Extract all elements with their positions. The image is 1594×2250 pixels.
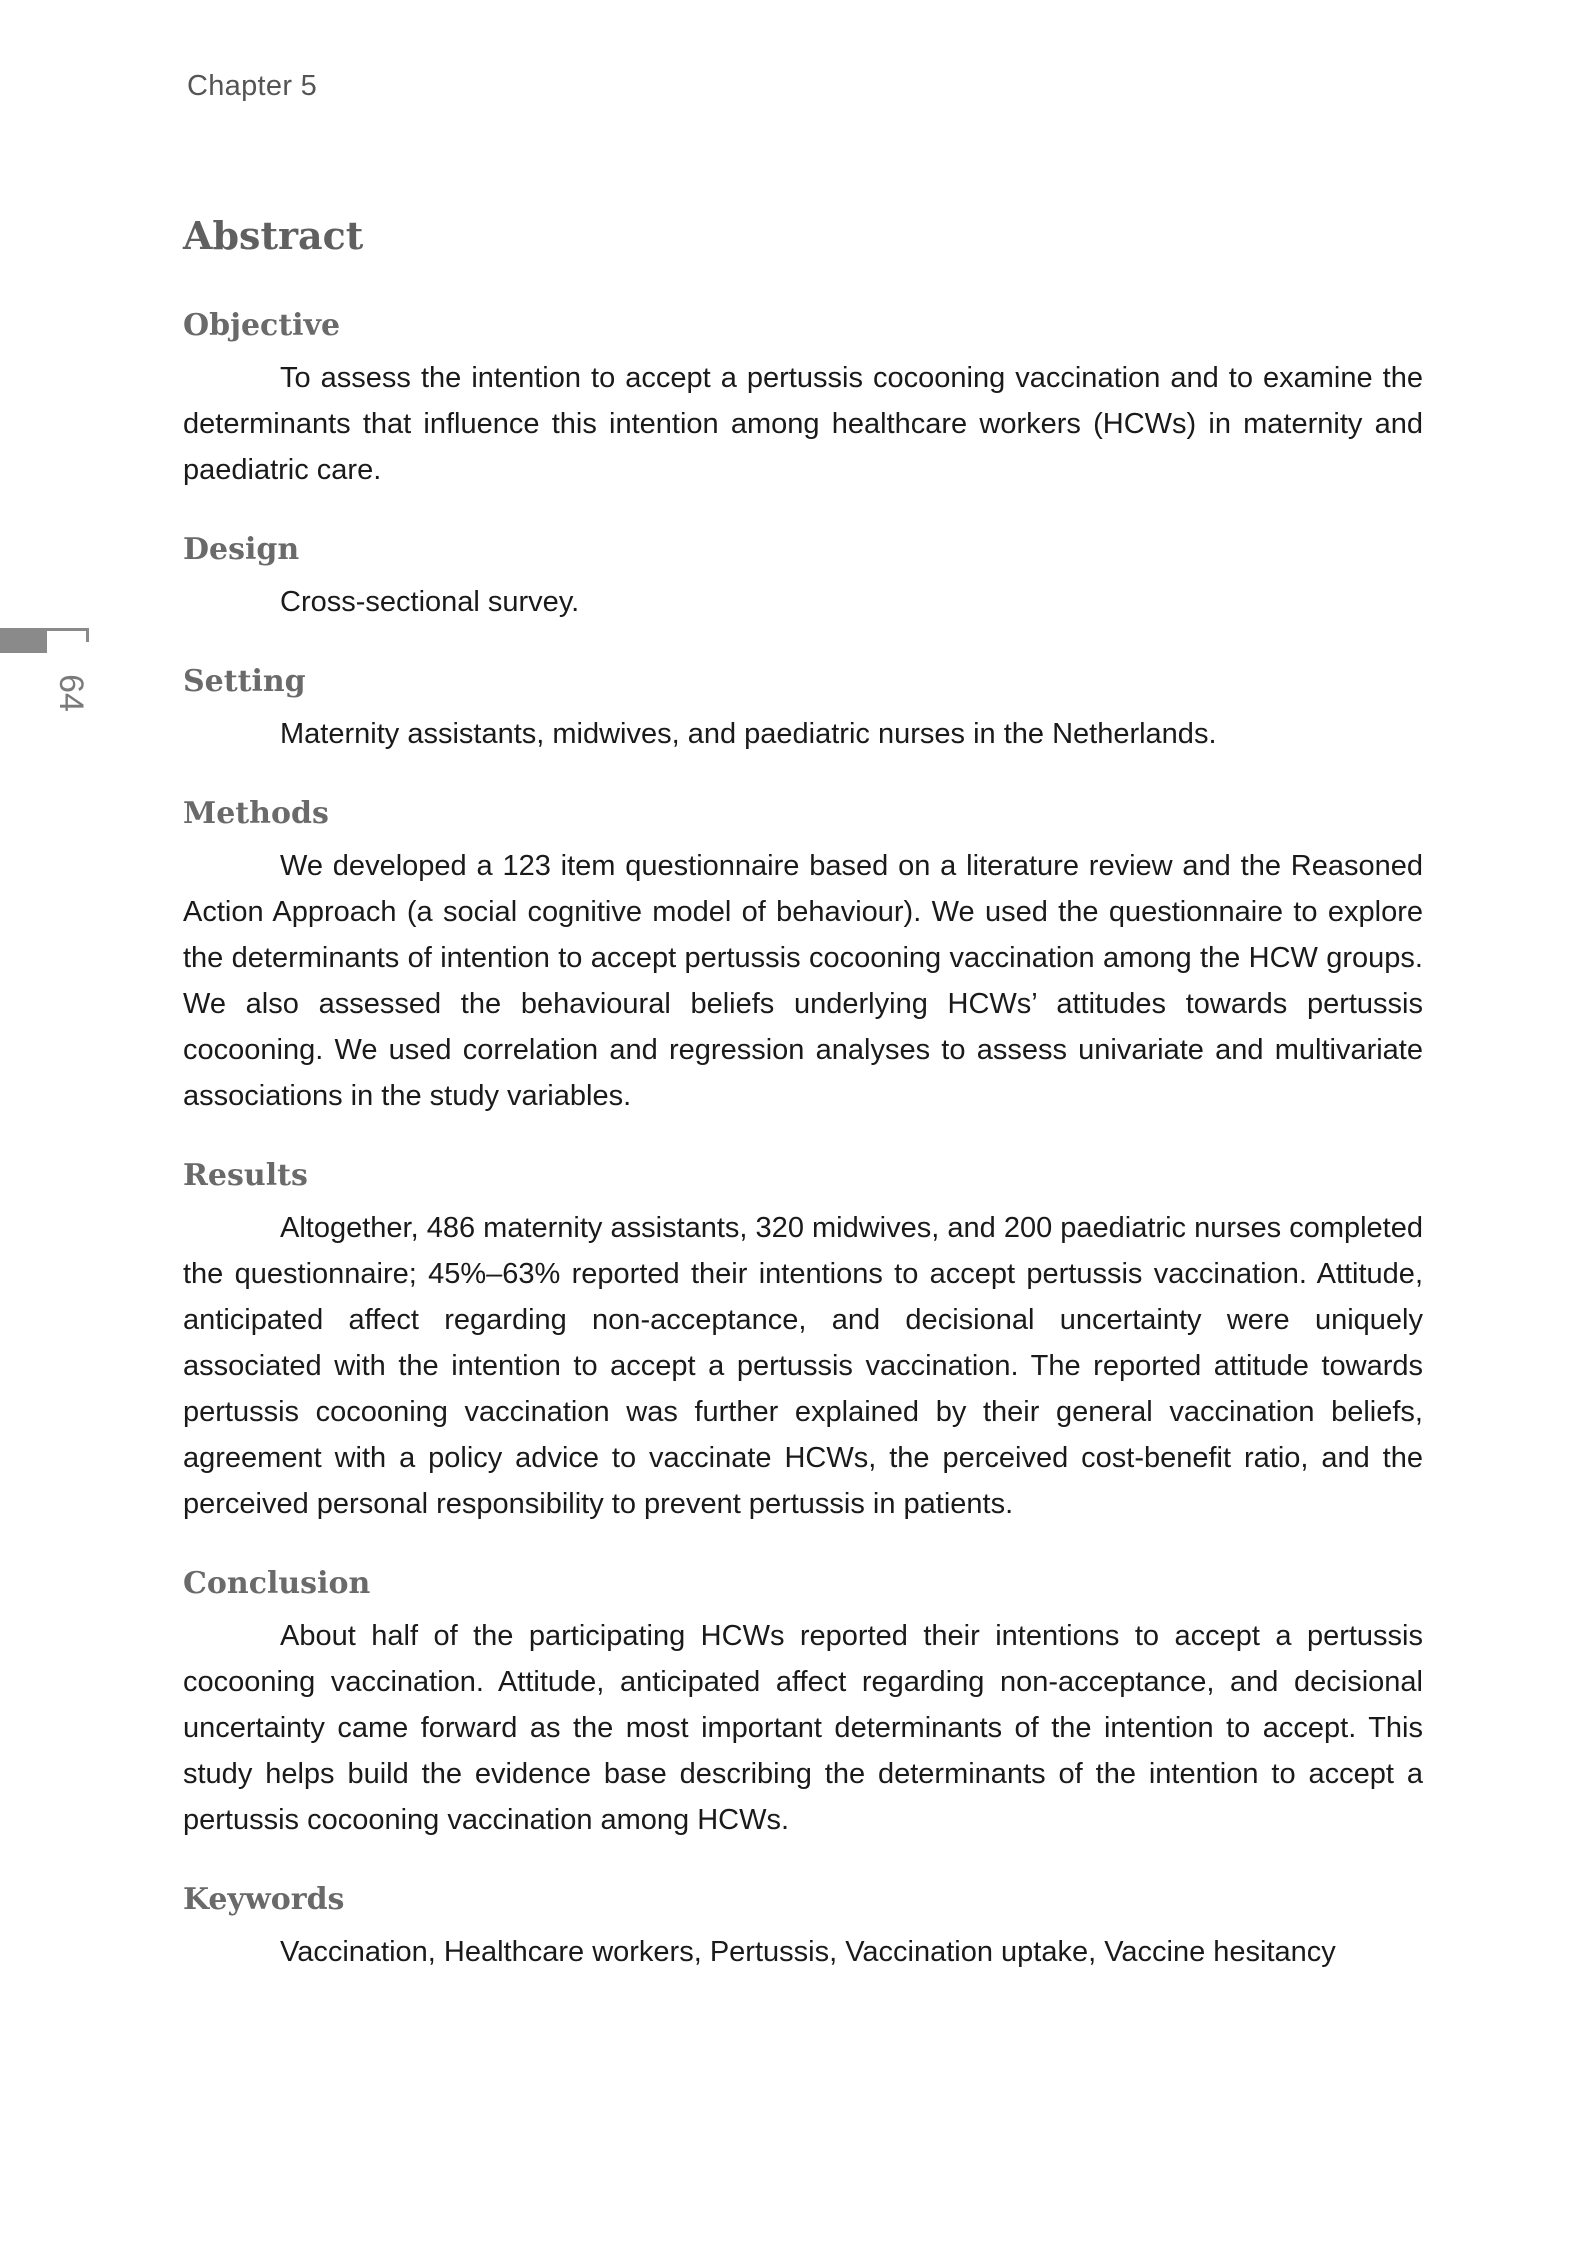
- section-objective: [183, 297, 1423, 493]
- abstract-title: Abstract: [183, 213, 364, 258]
- section-results: [183, 1147, 1423, 1527]
- abstract-content: [183, 205, 1423, 2003]
- section-design: [183, 521, 1423, 625]
- section-heading-objective: Objective: [183, 308, 341, 343]
- section-heading-conclusion: Conclusion: [183, 1566, 371, 1601]
- section-setting: [183, 653, 1423, 757]
- page-number: 64: [52, 674, 90, 712]
- page-edge-tab: [0, 628, 88, 653]
- section-heading-keywords: Keywords: [183, 1882, 345, 1917]
- section-conclusion: [183, 1555, 1423, 1843]
- section-heading-setting: Setting: [183, 664, 306, 699]
- page-edge-tab-bar: [0, 628, 47, 653]
- section-heading-design: Design: [183, 532, 300, 567]
- section-body-design: Cross-sectional survey.: [280, 586, 580, 618]
- section-methods: [183, 785, 1423, 1119]
- page-edge-tab-line: [47, 628, 88, 631]
- section-body-keywords: Vaccination, Healthcare workers, Pertussis, Vaccination uptake, Vaccine hesitancy: [280, 1936, 1336, 1968]
- section-heading-results: Results: [183, 1158, 308, 1193]
- section-body-methods: We developed a 123 item questionnaire based on a literature review and the Reasoned Action Approach (a social cognitive model of behaviour). We used the questionnaire to explore the determinants of intention to accept pertussis cocooning vaccination among the HCW groups. We also assessed the behavioural beliefs underlying HCWs’ attitudes towards pertussis cocooning. We used correlation and regression analyses to assess univariate and multivariate associations in the study variables.: [183, 850, 1423, 1112]
- running-head: Chapter 5: [187, 70, 318, 102]
- section-body-setting: Maternity assistants, midwives, and paediatric nurses in the Netherlands.: [280, 718, 1217, 750]
- page-edge-tab-tick: [86, 628, 89, 642]
- section-body-results: Altogether, 486 maternity assistants, 320 midwives, and 200 paediatric nurses completed the questionnaire; 45%–63% reported their intentions to accept pertussis vaccination. Attitude, anticipated affect regarding non-acceptance, and decisional uncertainty were uniquely associated with the intention to accept a pertussis vaccination. The reported attitude towards pertussis cocooning vaccination was further explained by their general vaccination beliefs, agreement with a policy advice to vaccinate HCWs, the perceived cost-benefit ratio, and the perceived personal responsibility to prevent pertussis in patients.: [183, 1212, 1423, 1520]
- section-body-conclusion: About half of the participating HCWs reported their intentions to accept a pertussis cocooning vaccination. Attitude, anticipated affect regarding non-acceptance, and decisional uncertainty came forward as the most important determinants of the intention to accept. This study helps build the evidence base describing the determinants of the intention to accept a pertussis cocooning vaccination among HCWs.: [183, 1620, 1423, 1836]
- section-heading-methods: Methods: [183, 796, 329, 831]
- section-body-objective: To assess the intention to accept a pertussis cocooning vaccination and to examine the determinants that influence this intention among healthcare workers (HCWs) in maternity and paediatric care.: [183, 362, 1423, 486]
- section-keywords: [183, 1871, 1423, 1975]
